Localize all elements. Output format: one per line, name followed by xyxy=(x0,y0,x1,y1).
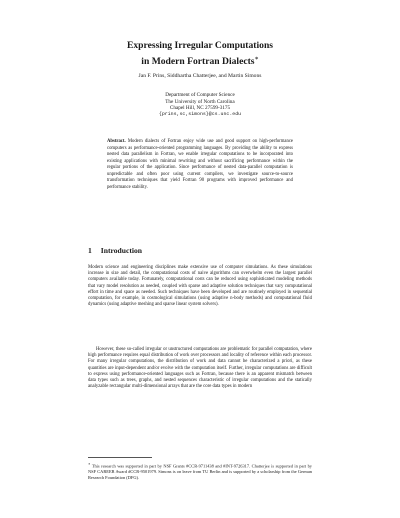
abstract xyxy=(107,139,293,191)
footnote-rule xyxy=(88,457,152,458)
affiliation-university: The University of North Carolina xyxy=(165,98,235,105)
affiliation-city: Chapel Hill, NC 27599-3175 xyxy=(169,105,231,112)
section-title: Introduction xyxy=(100,246,143,255)
affiliation xyxy=(80,92,320,118)
title-footnote-mark: ∗ xyxy=(254,55,259,62)
abstract-label: Abstract. xyxy=(107,139,126,144)
affiliation-email: {prins,sc,simons}@cs.unc.edu xyxy=(158,111,242,117)
author-list: Jan F. Prins, Siddhartha Chatterjee, and Martin Simons xyxy=(138,73,262,79)
title-line-1: Expressing Irregular Computations xyxy=(126,40,274,51)
intro-paragraph-1: Modern science and engineering disciplines make extensive use of computer simulations. As these simulations increase in size and detail, the computational costs of naive algorithms can overwhelm even the largest parallel computers available today. Fortunately, computational costs can be reduced using sophisticated modeling methods that vary model resolution as needed, coupled with sparse and adaptive solution techniques that vary computational effort in time and space as needed. Such techniques have been developed and are routinely employed in sequential computation, for example, in cosmological simulations (using adaptive n-body methods) and computational fluid dynamics (using adaptive meshing and sparse linear system solvers). xyxy=(88,265,312,308)
abstract-text: Modern dialects of Fortran enjoy wide use and good support on high-performance computers as performance-oriented programming languages. By providing the ability to express nested data parallelism in Fortran, we enable irregular computations to be incorporated into existing applications with minimal rewriting and without sacrificing performance within the regular portions of the application. Since performance of nested data-parallel computation is unpredictable and often poor using current compilers, we investigate source-to-source transformation techniques that yield Fortran 90 programs with improved performance and performance stability. xyxy=(107,139,294,190)
section-heading xyxy=(88,246,142,255)
footnote xyxy=(88,461,312,481)
paper-title xyxy=(60,40,340,68)
section-number: 1 xyxy=(88,246,92,255)
title-line-2: in Modern Fortran Dialects xyxy=(141,55,255,67)
intro-paragraph-2: However, these so-called irregular or unstructured computations are problematic for parallel computation, where high performance requires equal distribution of work over processors and locality of reference within each processor. For many irregular computations, the distribution of work and data cannot be characterized a priori, as these quantities are input-dependent and/or evolve with the computation itself. Further, irregular computations are difficult to express using performance-oriented languages such as Fortran, because there is an apparent mismatch between data types such as trees, graphs, and nested sequences characteristic of irregular computations and the statically analyzable rectangular multi-dimensional arrays that are the core data types in modern xyxy=(88,347,312,390)
affiliation-dept: Department of Computer Science xyxy=(165,92,235,98)
footnote-text: This research was supported in part by NSF Grants #CCR-9711438 and #INT-9726317. Chatterjee is supported in part by NSF CAREER Award #CCR-9501979. Simons is on leave from TU Berlin and is supported by a scholarship from the German Research Foundation (DFG). xyxy=(88,463,313,481)
footnote-mark: ∗ xyxy=(88,462,91,466)
